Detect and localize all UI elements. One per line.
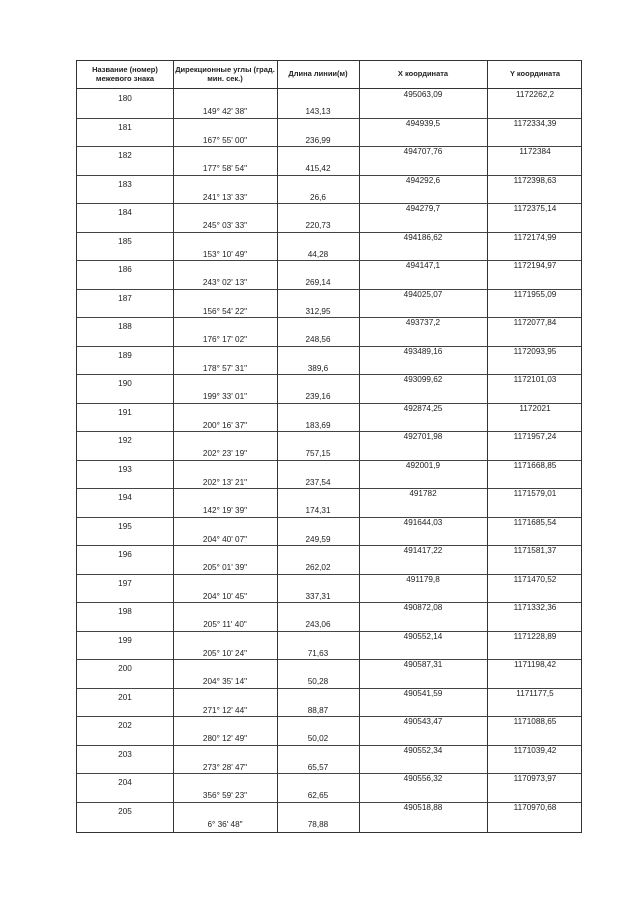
y-coordinate-cell: 1171177,5: [516, 688, 554, 698]
table-row: [77, 545, 581, 575]
length-cell: 88,87: [307, 705, 329, 715]
angle-cell: 245° 03' 33": [202, 221, 248, 230]
x-coordinate-cell: 494939,5: [405, 118, 441, 128]
table-row: [77, 745, 581, 775]
y-coordinate-cell: 1171198,42: [513, 660, 557, 669]
angle-cell: 153° 10' 49": [202, 249, 248, 259]
table-row: [77, 346, 581, 376]
length-cell: 237,54: [305, 477, 331, 487]
table-row: [77, 232, 581, 262]
x-coordinate-cell: 494147,1: [405, 261, 441, 270]
x-coordinate-cell: 490518,88: [403, 802, 443, 812]
mark-cell: 205: [118, 806, 132, 816]
header-y: Y координата: [509, 69, 561, 79]
length-cell: 236,99: [305, 135, 331, 145]
angle-cell: 205° 11' 40": [203, 620, 247, 629]
header-mark: Название (номер) межевого знака: [92, 64, 158, 83]
y-coordinate-cell: 1172021: [519, 403, 551, 413]
mark-cell: 187: [118, 293, 132, 303]
x-coordinate-cell: 490552,34: [403, 745, 443, 755]
column-divider: [173, 61, 174, 832]
angle-cell: 204° 40' 07": [202, 534, 248, 544]
angle-cell: 178° 57' 31": [202, 363, 248, 373]
table-row: [77, 773, 581, 803]
header-x: X координата: [397, 69, 449, 79]
column-divider: [359, 61, 360, 832]
y-coordinate-cell: 1171088,65: [513, 717, 557, 726]
mark-cell: 186: [118, 265, 132, 274]
table-row: [77, 716, 581, 746]
table-row: [77, 317, 581, 347]
length-cell: 249,59: [305, 534, 331, 544]
mark-cell: 184: [118, 208, 132, 217]
length-cell: 183,69: [305, 420, 331, 430]
mark-cell: 201: [118, 692, 132, 702]
x-coordinate-cell: 493099,62: [403, 375, 443, 384]
column-divider: [277, 61, 278, 832]
mark-cell: 202: [118, 721, 132, 730]
mark-cell: 189: [118, 350, 132, 360]
length-cell: 220,73: [305, 221, 331, 230]
table-row: [77, 659, 581, 689]
y-coordinate-cell: 1172262,2: [515, 90, 555, 99]
length-cell: 248,56: [305, 335, 331, 344]
x-coordinate-cell: 494186,62: [403, 232, 443, 242]
x-coordinate-cell: 491417,22: [403, 546, 443, 555]
angle-cell: 356° 59' 23": [202, 791, 248, 800]
y-coordinate-cell: 1171332,36: [513, 603, 557, 612]
x-coordinate-cell: 491179,8: [406, 574, 440, 584]
x-coordinate-cell: 494279,7: [405, 204, 441, 213]
mark-cell: 196: [118, 550, 132, 559]
length-cell: 337,31: [305, 591, 331, 601]
angle-cell: 176° 17' 02": [202, 335, 248, 344]
mark-cell: 197: [118, 578, 132, 588]
x-coordinate-cell: 494025,07: [403, 289, 443, 299]
table-header: [77, 61, 581, 89]
angle-cell: 204° 10' 45": [202, 591, 248, 601]
table-row: [77, 574, 581, 604]
header-length: Длина линии(м): [288, 69, 348, 79]
table-row: [77, 175, 581, 205]
y-coordinate-cell: 1172375,14: [513, 204, 557, 213]
x-coordinate-cell: 492001,9: [405, 460, 441, 470]
table-row: [77, 289, 581, 319]
length-cell: 62,65: [307, 791, 329, 800]
x-coordinate-cell: 491782: [409, 489, 437, 498]
table-row: [77, 260, 581, 290]
y-coordinate-cell: 1170970,68: [513, 802, 557, 812]
y-coordinate-cell: 1171668,85: [513, 460, 557, 470]
x-coordinate-cell: 491644,03: [403, 517, 443, 527]
x-coordinate-cell: 492701,98: [403, 432, 443, 441]
y-coordinate-cell: 1172384: [519, 147, 551, 156]
angle-cell: 271° 12' 44": [202, 705, 248, 715]
angle-cell: 6° 36' 48": [207, 819, 243, 829]
angle-cell: 142° 19' 39": [202, 506, 248, 515]
mark-cell: 188: [118, 322, 132, 331]
y-coordinate-cell: 1171579,01: [513, 489, 557, 498]
angle-cell: 177° 58' 54": [202, 164, 248, 173]
y-coordinate-cell: 1171228,89: [513, 631, 557, 641]
y-coordinate-cell: 1170973,97: [513, 774, 557, 783]
mark-cell: 181: [118, 122, 132, 132]
table-row: [77, 374, 581, 404]
length-cell: 78,88: [307, 819, 329, 829]
table-row: [77, 146, 581, 176]
table-row: [77, 89, 581, 119]
angle-cell: 202° 23' 19": [202, 449, 248, 458]
table-row: [77, 688, 581, 718]
x-coordinate-cell: 494707,76: [403, 147, 443, 156]
x-coordinate-cell: 495063,09: [403, 90, 443, 99]
x-coordinate-cell: 493489,16: [403, 346, 443, 356]
mark-cell: 190: [118, 379, 132, 388]
length-cell: 50,28: [307, 677, 329, 686]
mark-cell: 194: [118, 493, 132, 502]
length-cell: 243,06: [305, 620, 331, 629]
y-coordinate-cell: 1171955,09: [513, 289, 557, 299]
x-coordinate-cell: 490872,08: [403, 603, 443, 612]
mark-cell: 200: [118, 664, 132, 673]
table-row: [77, 517, 581, 547]
mark-cell: 193: [118, 464, 132, 474]
length-cell: 26,6: [310, 192, 326, 202]
y-coordinate-cell: 1171685,54: [513, 517, 557, 527]
mark-cell: 192: [118, 436, 132, 445]
length-cell: 415,42: [305, 164, 331, 173]
angle-cell: 280° 12' 49": [202, 734, 248, 743]
length-cell: 239,16: [305, 392, 331, 401]
angle-cell: 149° 42' 38": [202, 107, 248, 116]
y-coordinate-cell: 1171581,37: [513, 546, 557, 555]
x-coordinate-cell: 493737,2: [405, 318, 441, 327]
length-cell: 143,13: [305, 107, 331, 116]
y-coordinate-cell: 1172398,63: [513, 175, 557, 185]
mark-cell: 183: [118, 179, 132, 189]
table-row: [77, 602, 581, 632]
y-coordinate-cell: 1172101,03: [513, 375, 557, 384]
table-row: [77, 203, 581, 233]
x-coordinate-cell: 490543,47: [403, 717, 443, 726]
length-cell: 50,02: [307, 734, 329, 743]
mark-cell: 204: [118, 778, 132, 787]
angle-cell: 273° 28' 47": [202, 762, 248, 772]
y-coordinate-cell: 1171470,52: [513, 574, 557, 584]
mark-cell: 185: [118, 236, 132, 246]
length-cell: 71,63: [307, 648, 329, 658]
table-row: [77, 460, 581, 490]
y-coordinate-cell: 1171957,24: [513, 432, 557, 441]
length-cell: 312,95: [305, 306, 331, 316]
y-coordinate-cell: 1172093,95: [513, 346, 557, 356]
angle-cell: 200° 16' 37": [202, 420, 248, 430]
mark-cell: 191: [118, 407, 132, 417]
length-cell: 174,31: [305, 506, 331, 515]
table-row: [77, 488, 581, 518]
y-coordinate-cell: 1171039,42: [513, 745, 557, 755]
angle-cell: 205° 01' 39": [202, 563, 248, 572]
length-cell: 262,02: [305, 563, 331, 572]
x-coordinate-cell: 490587,31: [403, 660, 443, 669]
mark-cell: 203: [118, 749, 132, 759]
x-coordinate-cell: 490552,14: [403, 631, 443, 641]
mark-cell: 199: [118, 635, 132, 645]
mark-cell: 180: [118, 94, 132, 103]
angle-cell: 205° 10' 24": [202, 648, 248, 658]
angle-cell: 167° 55' 00": [202, 135, 248, 145]
angle-cell: 204° 35' 14": [202, 677, 248, 686]
table-row: [77, 631, 581, 661]
mark-cell: 195: [118, 521, 132, 531]
angle-cell: 202° 13' 21": [202, 477, 248, 487]
y-coordinate-cell: 1172334,39: [513, 118, 557, 128]
mark-cell: 198: [118, 607, 132, 616]
angle-cell: 243° 02' 13": [202, 278, 248, 287]
table-row: [77, 118, 581, 148]
mark-cell: 182: [118, 151, 132, 160]
angle-cell: 156° 54' 22": [202, 306, 248, 316]
x-coordinate-cell: 494292,6: [405, 175, 441, 185]
table-body: [77, 89, 581, 832]
table-row: [77, 403, 581, 433]
length-cell: 44,28: [307, 249, 329, 259]
table-row: [77, 802, 581, 831]
header-angle: Дирекционные углы (град. мин. сек.): [175, 64, 275, 83]
boundary-marks-table: [76, 60, 582, 833]
x-coordinate-cell: 490541,59: [403, 688, 443, 698]
length-cell: 389,6: [307, 363, 329, 373]
y-coordinate-cell: 1172174,99: [513, 232, 557, 242]
angle-cell: 241° 13' 33": [202, 192, 248, 202]
angle-cell: 199° 33' 01": [202, 392, 248, 401]
x-coordinate-cell: 492874,25: [403, 403, 443, 413]
y-coordinate-cell: 1172077,84: [513, 318, 557, 327]
table-row: [77, 431, 581, 461]
length-cell: 269,14: [305, 278, 331, 287]
y-coordinate-cell: 1172194,97: [513, 261, 557, 270]
length-cell: 65,57: [307, 762, 329, 772]
length-cell: 757,15: [305, 449, 331, 458]
x-coordinate-cell: 490556,32: [403, 774, 443, 783]
column-divider: [487, 61, 488, 832]
